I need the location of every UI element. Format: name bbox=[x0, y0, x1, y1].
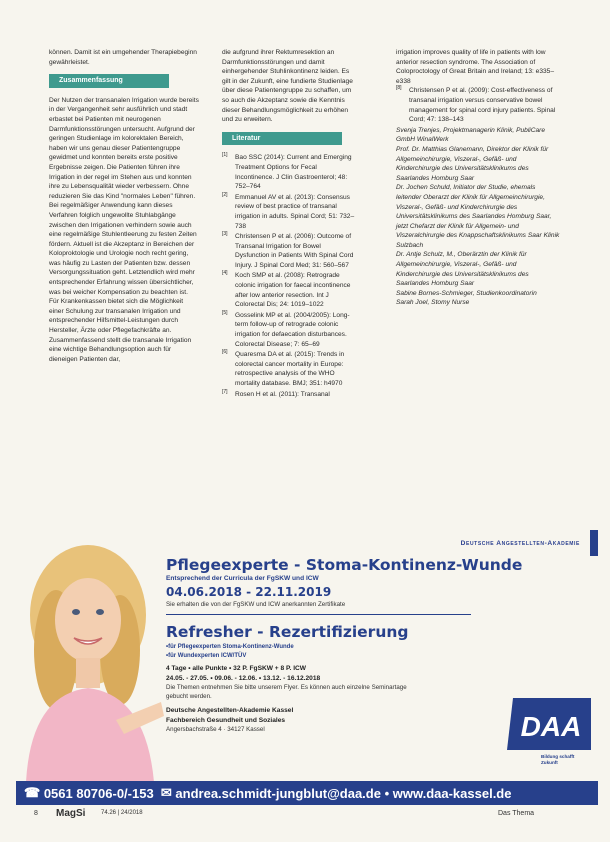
divider bbox=[166, 614, 471, 615]
summary-text: Der Nutzen der transanalen Irrigation wurde bereits in der Vergangenheit sehr ausführlich und stadt erbastet bei Patienten mit neurogenen Darmfunktionsstörungen untersucht. Aufgrund der geringen Studienlage im kolorektalen Bereich, haben wir uns genau dieser Patientengruppe gewidmet und konnten bereits erste positive Ergebnisse zeigen. Die Patienten führen ihre Irrigation in der regel im Stehen aus und konnten ihre zu Lebensqualität wieder verbessern. Ohne reduzieren Sie das Kind "normales Leben" führen. Bei regelmäßiger Anwendung kann dieses Verfahren folglich ungewollte Stuhlabgänge zwischen den Irrigationen verhindern sowie auch eine regelmäßige Stuhlentleerung zu festen Zeiten fördern. Aktuell ist die Akzeptanz in Bereichen der Koloproktologie und Urologie noch recht gering, was häufig zu Lasten der Patienten bzw. dessen Versorgungssituation geht. Letztendlich wird mehr entsprechender Erfahrung wissen übersichtlicher, was bei weicher Kompensation zu beachten ist. Für Krankenkassen bietet sich die Möglichkeit einer Schulung zur transanalen Irrigation und entsprechender Hilfsmittel-Leistungen durch Hersteller, Ärzte oder Pflegefachkräfte an. Zusammenfassend stellt die transanale Irrigation eine wichtige Behandlungsoption auch für dieneigen Patienten dar, bbox=[49, 96, 199, 363]
list-item: • für Pflegeexperten Stoma-Kontinenz-Wunde bbox=[166, 643, 586, 652]
address-line-1: Deutsche Angestellten-Akademie Kassel bbox=[166, 707, 294, 714]
course-details: 4 Tage • alle Punkte • 32 P. FgSKW + 8 P. ICW bbox=[166, 665, 307, 672]
logo-slogan: Bildung schafft Zukunft bbox=[541, 754, 575, 765]
magazine-name: MagSi bbox=[56, 808, 86, 819]
email-icon: ✉ bbox=[153, 785, 176, 800]
phone-icon: ☎ bbox=[24, 785, 44, 800]
author-6: Sarah Joel, Stomy Nurse bbox=[396, 299, 470, 307]
reference-item bbox=[222, 271, 357, 309]
author-2: Prof. Dr. Matthias Glanemann, Direktor der Klinik für Allgemeinchirurgie, Viszeral-, Gefäß- und Kinderchirurgie des Universitätsklinikums des Saarlandes Homburg Saar bbox=[396, 145, 549, 182]
list-item: • für Wundexperten ICW/TÜV bbox=[166, 652, 586, 661]
separator-dot: • bbox=[380, 785, 393, 801]
daa-logo bbox=[507, 698, 591, 750]
organization-name: Deutsche Angestellten-Akademie bbox=[460, 540, 580, 547]
reference-number: [3] bbox=[222, 231, 228, 238]
phone-number: 0561 80706-0/-153 bbox=[43, 785, 154, 801]
reference-text: Gosselink MP et al. (2004/2005): Long-term follow-up of retrograde colonic irrigation for defaecation disturbances. Colorectal Disease; 7: 65–69 bbox=[235, 311, 350, 348]
author-3: Dr. Jochen Schuld, Initiator der Studie, ehemals leitender Oberarzt der Klinik für Allgemeinchirurgie, Viszeral-, Gefäß- und Kinderchirurgie des Universitätsklinikums des Saarlandes Homburg Saar, jetzt Chefarzt der Klinik für Allgemein- und Viszeralchirurgie des Knappschaftsklinikums Saar Klinik Sulzbach bbox=[396, 184, 560, 249]
reference-number: [4] bbox=[222, 270, 228, 277]
article-column-1 bbox=[49, 48, 199, 364]
woman-photo bbox=[16, 520, 164, 782]
reference-item bbox=[222, 153, 357, 191]
course-title-1: Pflegeexperte - Stoma-Kontinenz-Wunde bbox=[166, 556, 523, 574]
brand-tab bbox=[590, 530, 598, 556]
course-note-2: Die Themen entnehmen Sie bitte unserem Flyer. Es können auch einzelne Seminartage gebucht werden. bbox=[166, 684, 407, 700]
author-5: Sabine Bornes-Schmieger, Studienkoordinatorin bbox=[396, 289, 537, 297]
reference-item bbox=[222, 193, 357, 231]
reference-text: Koch SMP et al. (2008): Retrograde colonic irrigation for faecal incontinence after low anterior resection. Int J Colorectal Dis; 24: 1019–1022 bbox=[235, 272, 351, 309]
address-line-3: Angersbachstraße 4 · 34127 Kassel bbox=[166, 726, 265, 733]
course-dates-2: 24.05. - 27.05. • 09.06. - 12.06. • 13.12. - 16.12.2018 bbox=[166, 674, 321, 682]
reference-continued: irrigation improves quality of life in patients with low anterior resection syndrome. The Association of Coloproctology of Great Britain and Ireland; 13: e335–e338 bbox=[396, 49, 554, 85]
author-1: Svenja Trenjes, Projektmanagerin Klinik, PubliCare GmbH WinalWerk bbox=[396, 126, 546, 144]
section-heading-summary: Zusammenfassung bbox=[49, 74, 169, 88]
summary-continued-text: die aufgrund ihrer Rektumresektion an Darmfunktionsstörungen und damit einhergehender Stuhlinkontinenz leiden. Es gilt in der Zukunft, eine fundierte Studienlage über diese Patientengruppe zu schaffen, um so auch die Akzeptanz sowie die Kenntnis dieser Behandlungsmöglichkeit zu erhöhen und zu erweitern. bbox=[222, 49, 353, 124]
article-column-2 bbox=[222, 48, 357, 400]
reference-number: [7] bbox=[222, 388, 228, 395]
reference-item bbox=[222, 390, 357, 400]
reference-text: Emmanuel AV et al. (2013): Consensus review of best practice of transanal irrigation in adults. Spinal Cord; 51: 732–738 bbox=[235, 193, 355, 230]
reference-item bbox=[222, 350, 357, 388]
reference-number: [1] bbox=[222, 152, 228, 159]
page-number: 8 bbox=[34, 810, 38, 817]
section-name: Das Thema bbox=[498, 810, 535, 817]
article-column-3 bbox=[396, 48, 561, 308]
course-subtitle-1: Entsprechend der Curricula der FgSKW und ICW bbox=[166, 575, 319, 582]
reference-item bbox=[222, 311, 357, 349]
reference-text: Christensen P et al. (2009): Cost-effectiveness of transanal irrigation versus conservative bowel management for spinal cord injury patients. Spinal Cord; 47: 138–143 bbox=[409, 87, 556, 124]
reference-number: [2] bbox=[222, 191, 228, 198]
page-footer bbox=[16, 808, 598, 822]
reference-number: [6] bbox=[222, 349, 228, 356]
reference-text: Bao SSC (2014): Current and Emerging Treatment Options for Fecal Incontinence. J Clin Gastroenterol; 48: 752–764 bbox=[235, 154, 352, 191]
address-line-2: Fachbereich Gesundheit und Soziales bbox=[166, 716, 286, 724]
intro-text: können. Damit ist ein umgehender Therapiebeginn gewährleistet. bbox=[49, 49, 197, 66]
course-note-1: Sie erhalten die von der FgSKW und ICW anerkannten Zertifikate bbox=[166, 601, 346, 608]
reference-list-2 bbox=[396, 86, 561, 124]
issue-info: 74.26 | 24/2018 bbox=[101, 810, 143, 816]
reference-item bbox=[396, 86, 561, 124]
section-heading-literature: Literatur bbox=[222, 132, 342, 146]
daa-advertisement bbox=[16, 520, 598, 782]
contact-bar bbox=[16, 781, 598, 805]
website-link[interactable]: www.daa-kassel.de bbox=[392, 785, 512, 801]
course-dates-1: 04.06.2018 - 22.11.2019 bbox=[166, 585, 332, 599]
course-title-2: Refresher - Rezertifizierung bbox=[166, 623, 409, 641]
reference-item bbox=[222, 232, 357, 270]
course-target-list bbox=[166, 643, 586, 661]
reference-text: Christensen P et al. (2006): Outcome of Transanal Irrigation for Bowel Dysfunction in Patients With Spinal Cord Injury. J Spinal Cord Med; 31: 560–567 bbox=[235, 233, 354, 269]
logo-text: DAA bbox=[520, 711, 582, 742]
reference-list bbox=[222, 153, 357, 399]
reference-text: Quaresma DA et al. (2015): Trends in colorectal cancer mortality in Europe: retrospective analysis of the WHO mortality database. BMJ; 351: h4970 bbox=[235, 351, 345, 387]
reference-number: [5] bbox=[222, 309, 228, 316]
email-link[interactable]: andrea.schmidt-jungblut@daa.de bbox=[175, 785, 381, 801]
author-4: Dr. Antje Schulz, M., Oberärztin der Klinik für Allgemeinchirurgie, Viszeral-, Gefäß- und Kinderchirurgie des Universitätsklinikums des Saarlandes Homburg Saar bbox=[396, 251, 529, 288]
reference-text: Rosen H et al. (2011): Transanal bbox=[235, 390, 330, 398]
reference-number: [8] bbox=[396, 85, 402, 92]
